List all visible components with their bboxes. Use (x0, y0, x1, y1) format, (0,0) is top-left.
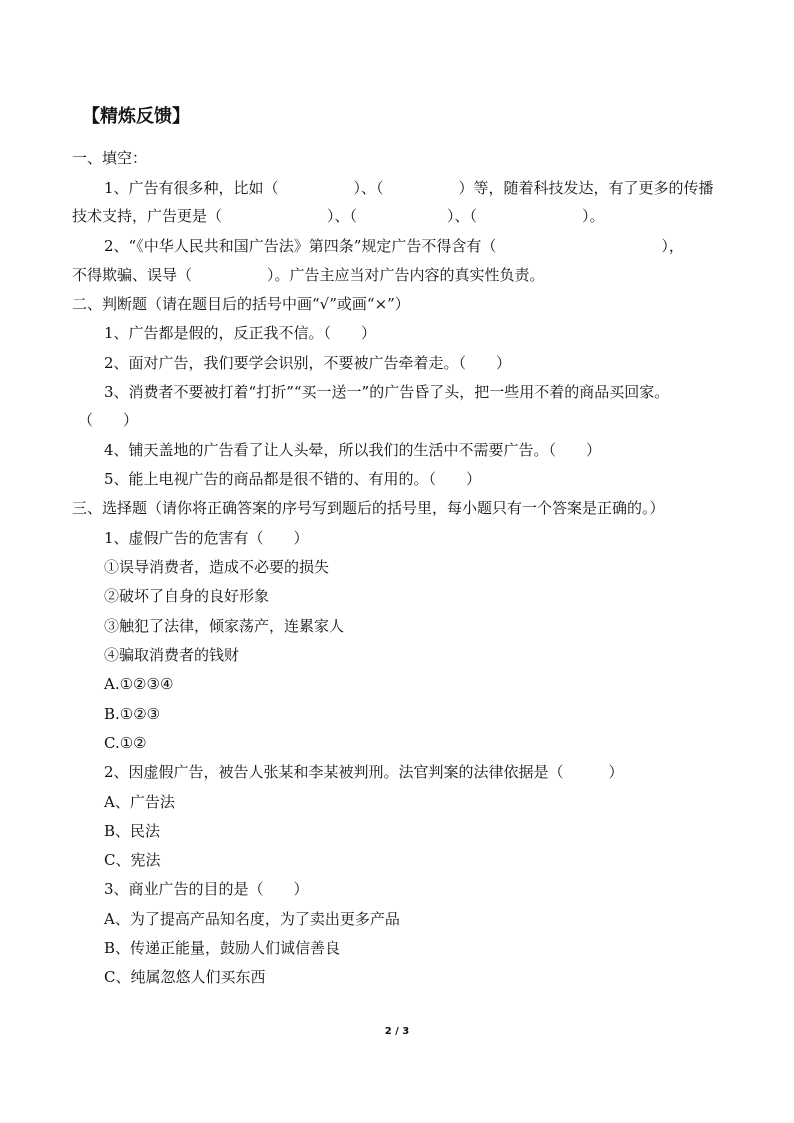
choice-statement: ②破坏了自身的良好形象 (104, 587, 270, 605)
choice-question: 2、因虚假广告，被告人张某和李某被判刑。法官判案的法律依据是（ ） (104, 763, 624, 781)
choice-option: C、纯属忽悠人们买东西 (104, 968, 266, 986)
section-judge-heading: 二、判断题（请在题目后的括号中画“√”或画“×”） (72, 295, 410, 313)
fill-question-2-line-1: 2、“《中华人民共和国广告法》第四条”规定广告不得含有（ ）， (104, 237, 684, 255)
judge-item-continuation: （ ） (78, 411, 139, 429)
page-title: 【精炼反馈】 (82, 106, 190, 127)
judge-item: 1、广告都是假的，反正我不信。（ ） (104, 324, 377, 342)
choice-statement: ③触犯了法律，倾家荡产，连累家人 (104, 617, 345, 635)
judge-item: 4、铺天盖地的广告看了让人头晕，所以我们的生活中不需要广告。（ ） (104, 441, 602, 459)
choice-option: C、宪法 (104, 851, 161, 869)
choice-option: B、传递正能量，鼓励人们诚信善良 (104, 939, 341, 957)
choice-option: A.①②③④ (104, 675, 174, 693)
choice-option: A、广告法 (104, 793, 175, 811)
fill-question-1-line-1: 1、广告有很多种，比如（ ）、（ ）等，随着科技发达，有了更多的传播 (104, 179, 714, 197)
fill-question-1-line-2: 技术支持，广告更是（ ）、（ ）、（ ）。 (72, 207, 605, 225)
choice-option: A、为了提高产品知名度，为了卖出更多产品 (104, 910, 400, 928)
judge-item: 5、能上电视广告的商品都是很不错的、有用的。（ ） (104, 470, 482, 488)
choice-statement: ④骗取消费者的钱财 (104, 646, 240, 664)
choice-question: 1、虚假广告的危害有（ ） (104, 529, 309, 547)
judge-item: 3、消费者不要被打着“打折”“买一送一”的广告昏了头，把一些用不着的商品买回家。 (104, 383, 670, 401)
choice-statement: ①误导消费者，造成不必要的损失 (104, 558, 330, 576)
choice-option: B.①②③ (104, 705, 161, 723)
page-number: 2 / 3 (384, 1026, 410, 1037)
judge-item: 2、面对广告，我们要学会识别，不要被广告牵着走。（ ） (104, 354, 512, 372)
fill-question-2-line-2: 不得欺骗、误导（ ）。广告主应当对广告内容的真实性负责。 (72, 266, 545, 284)
choice-option: C.①② (104, 734, 147, 752)
choice-question: 3、商业广告的目的是（ ） (104, 880, 309, 898)
section-fill-heading: 一、填空： (72, 149, 148, 167)
choice-option: B、民法 (104, 822, 161, 840)
section-choice-heading: 三、选择题（请你将正确答案的序号写到题后的括号里，每小题只有一个答案是正确的。） (72, 499, 665, 517)
